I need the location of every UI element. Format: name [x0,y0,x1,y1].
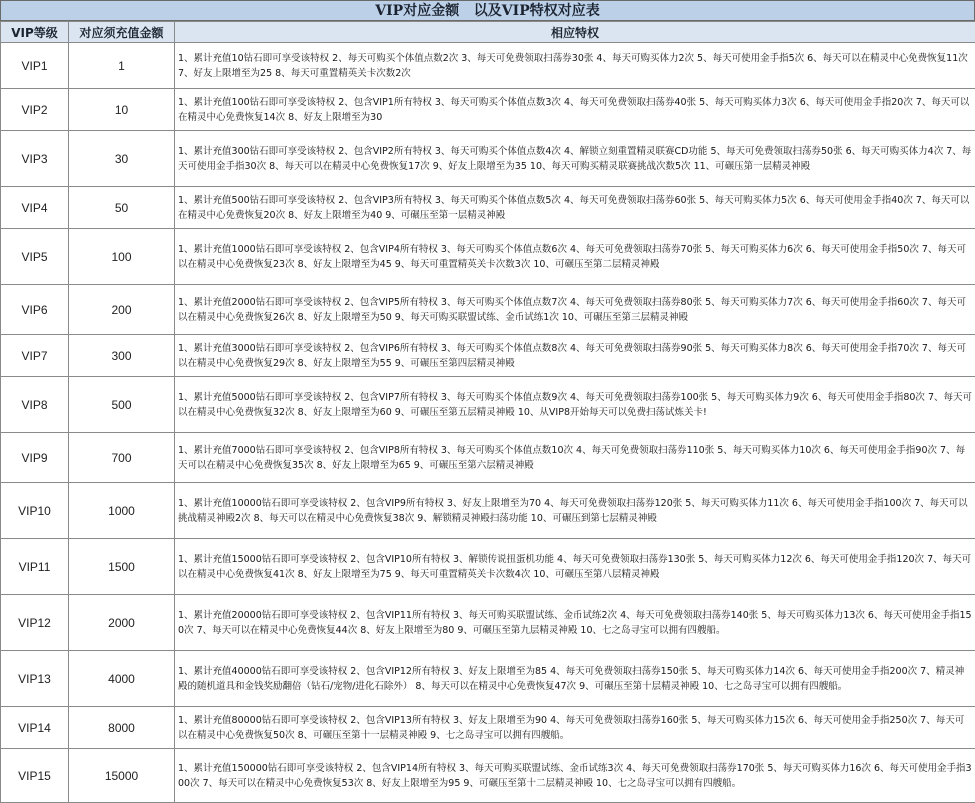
table-row [1,707,975,749]
table-row [1,749,975,803]
privileges-cell: 1、累计充值500钻石即可享受该特权 2、包含VIP3所有特权 3、每天可购买个体值点数5次 4、每天可免费领取扫荡券60张 5、每天可购买体力5次 6、每天可使用金手指40次 7、每天可以在精灵中心免费恢复20次 8、好友上限增至为40 9、可碾压至第一层精灵神殿 [175,187,975,229]
vip-level-cell: VIP14 [1,707,69,749]
vip-level-cell: VIP8 [1,377,69,433]
amount-cell: 100 [69,229,175,285]
privileges-cell: 1、累计充值3000钻石即可享受该特权 2、包含VIP6所有特权 3、每天可购买个体值点数8次 4、每天可免费领取扫荡券90张 5、每天可购买体力8次 6、每天可使用金手指70次 7、每天可以在精灵中心免费恢复29次 8、好友上限增至为55 9、可碾压至第四层精灵神殿 [175,335,975,377]
privileges-cell: 1、累计充值20000钻石即可享受该特权 2、包含VIP11所有特权 3、每天可购买联盟试练、金币试练2次 4、每天可免费领取扫荡券140张 5、每天可购买体力13次 6、每天可使用金手指150次 7、每天可以在精灵中心免费恢复44次 8、好友上限增至为80 9、可碾压至第九层精灵神殿 10、七之岛寻宝可以拥有四艘船。 [175,595,975,651]
privileges-cell: 1、累计充值150000钻石即可享受该特权 2、包含VIP14所有特权 3、每天可购买联盟试练、金币试练3次 4、每天可免费领取扫荡券170张 5、每天可购买体力16次 6、每天可使用金手指300次 7、每天可以在精灵中心免费恢复53次 8、好友上限增至为95 9、可碾压至第十二层精灵神殿 10、七之岛寻宝可以拥有四艘船。 [175,749,975,803]
vip-level-cell: VIP12 [1,595,69,651]
amount-cell: 2000 [69,595,175,651]
amount-cell: 1 [69,43,175,89]
amount-cell: 200 [69,285,175,335]
vip-level-cell: VIP3 [1,131,69,187]
table-row [1,335,975,377]
header-row [1,22,975,43]
table-row [1,187,975,229]
header-amount: 对应须充值金额 [69,22,175,43]
vip-level-cell: VIP11 [1,539,69,595]
table-row [1,377,975,433]
amount-cell: 4000 [69,651,175,707]
header-privileges: 相应特权 [175,22,975,43]
privileges-cell: 1、累计充值2000钻石即可享受该特权 2、包含VIP5所有特权 3、每天可购买个体值点数7次 4、每天可免费领取扫荡券80张 5、每天可购买体力7次 6、每天可使用金手指60次 7、每天可以在精灵中心免费恢复26次 8、好友上限增至为50 9、每天可购买联盟试练、金币试练1次 10、可碾压至第三层精灵神殿 [175,285,975,335]
header-level: VIP等级 [1,22,69,43]
table-row [1,43,975,89]
table-row [1,483,975,539]
privileges-cell: 1、累计充值40000钻石即可享受该特权 2、包含VIP12所有特权 3、好友上限增至为85 4、每天可免费领取扫荡券150张 5、每天可购买体力14次 6、每天可使用金手指200次 7、精灵神殿的随机道具和金钱奖励翻倍（钻石/宠物/进化石除外） 8、每天可以在精灵中心免费恢复47次 9、可碾压至第十层精灵神殿 10、七之岛寻宝可以拥有四艘船。 [175,651,975,707]
table-row [1,229,975,285]
vip-table [0,21,975,803]
amount-cell: 10 [69,89,175,131]
vip-level-cell: VIP15 [1,749,69,803]
vip-level-cell: VIP1 [1,43,69,89]
privileges-cell: 1、累计充值7000钻石即可享受该特权 2、包含VIP8所有特权 3、每天可购买个体值点数10次 4、每天可免费领取扫荡券110张 5、每天可购买体力10次 6、每天可使用金手指90次 7、每天可以在精灵中心免费恢复35次 8、好友上限增至为65 9、可碾压至第六层精灵神殿 [175,433,975,483]
table-row [1,89,975,131]
privileges-cell: 1、累计充值100钻石即可享受该特权 2、包含VIP1所有特权 3、每天可购买个体值点数3次 4、每天可免费领取扫荡券40张 5、每天可购买体力3次 6、每天可使用金手指20次 7、每天可以在精灵中心免费恢复14次 8、好友上限增至为30 [175,89,975,131]
vip-level-cell: VIP9 [1,433,69,483]
amount-cell: 8000 [69,707,175,749]
table-row [1,433,975,483]
table-row [1,595,975,651]
vip-level-cell: VIP7 [1,335,69,377]
amount-cell: 500 [69,377,175,433]
table-row [1,651,975,707]
privileges-cell: 1、累计充值5000钻石即可享受该特权 2、包含VIP7所有特权 3、每天可购买个体值点数9次 4、每天可免费领取扫荡券100张 5、每天可购买体力9次 6、每天可使用金手指80次 7、每天可以在精灵中心免费恢复32次 8、好友上限增至为60 9、可碾压至第五层精灵神殿 10、从VIP8开始每天可以免费扫荡试炼关卡! [175,377,975,433]
vip-level-cell: VIP2 [1,89,69,131]
vip-level-cell: VIP13 [1,651,69,707]
privileges-cell: 1、累计充值1000钻石即可享受该特权 2、包含VIP4所有特权 3、每天可购买个体值点数6次 4、每天可免费领取扫荡券70张 5、每天可购买体力6次 6、每天可使用金手指50次 7、每天可以在精灵中心免费恢复23次 8、好友上限增至为45 9、每天可重置精英关卡次数3次 10、可碾压至第二层精灵神殿 [175,229,975,285]
table-row [1,131,975,187]
privileges-cell: 1、累计充值300钻石即可享受该特权 2、包含VIP2所有特权 3、每天可购买个体值点数4次 4、解锁立刻重置精灵联赛CD功能 5、每天可免费领取扫荡券50张 6、每天可购买体力4次 7、每天可使用金手指30次 8、每天可以在精灵中心免费恢复17次 9、好友上限增至为35 10、每天可购买精灵联赛挑战次数5次 11、可碾压第一层精灵神殿 [175,131,975,187]
amount-cell: 300 [69,335,175,377]
vip-level-cell: VIP6 [1,285,69,335]
table-row [1,285,975,335]
amount-cell: 1000 [69,483,175,539]
privileges-cell: 1、累计充值10000钻石即可享受该特权 2、包含VIP9所有特权 3、好友上限增至为70 4、每天可免费领取扫荡券120张 5、每天可购买体力11次 6、每天可使用金手指100次 7、每天可以挑战精灵神殿2次 8、每天可以在精灵中心免费恢复38次 9、解锁精灵神殿扫荡功能 10、可碾压到第七层精灵神殿 [175,483,975,539]
table-title: VIP对应金额 以及VIP特权对应表 [0,0,975,21]
table-row [1,539,975,595]
privileges-cell: 1、累计充值80000钻石即可享受该特权 2、包含VIP13所有特权 3、好友上限增至为90 4、每天可免费领取扫荡券160张 5、每天可购买体力15次 6、每天可使用金手指250次 7、每天可以在精灵中心免费恢复50次 8、可碾压至第十一层精灵神殿 9、七之岛寻宝可以拥有四艘船。 [175,707,975,749]
privileges-cell: 1、累计充值10钻石即可享受该特权 2、每天可购买个体值点数2次 3、每天可免费领取扫荡券30张 4、每天可购买体力2次 5、每天可使用金手指5次 6、每天可以在精灵中心免费恢复11次 7、好友上限增至为25 8、每天可重置精英关卡次数2次 [175,43,975,89]
amount-cell: 700 [69,433,175,483]
privileges-cell: 1、累计充值15000钻石即可享受该特权 2、包含VIP10所有特权 3、解锁传说扭蛋机功能 4、每天可免费领取扫荡券130张 5、每天可购买体力12次 6、每天可使用金手指120次 7、每天可以在精灵中心免费恢复41次 8、好友上限增至为75 9、每天可重置精英关卡次数4次 10、可碾压至第八层精灵神殿 [175,539,975,595]
vip-level-cell: VIP4 [1,187,69,229]
vip-level-cell: VIP10 [1,483,69,539]
amount-cell: 1500 [69,539,175,595]
amount-cell: 30 [69,131,175,187]
amount-cell: 15000 [69,749,175,803]
amount-cell: 50 [69,187,175,229]
vip-level-cell: VIP5 [1,229,69,285]
